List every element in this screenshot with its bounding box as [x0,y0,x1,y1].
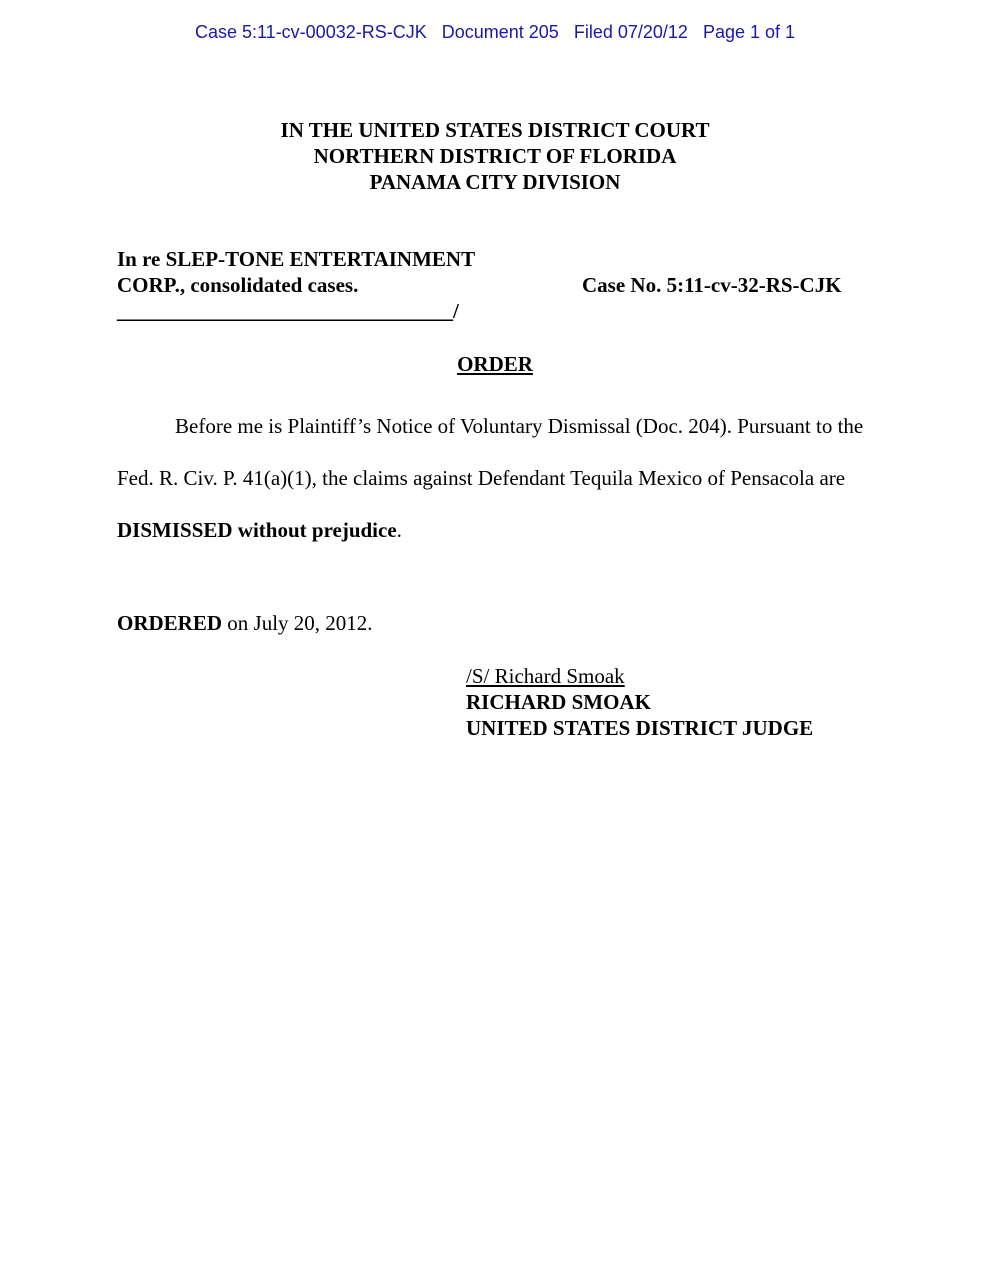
filing-header [0,22,990,43]
electronic-signature: /S/ Richard Smoak [466,664,625,688]
order-title: ORDER [457,352,533,376]
ordered-date: on July 20, 2012. [222,611,373,635]
ordered-date-line [117,610,373,636]
signature-block [466,663,813,741]
parties-line-2: CORP., consolidated cases. [117,273,359,297]
filing-case-number: Case 5:11-cv-00032-RS-CJK [194,22,427,42]
judge-name: RICHARD SMOAK [466,690,651,714]
court-district: NORTHERN DISTRICT OF FLORIDA [313,144,677,168]
parties-line-1: In re SLEP-TONE ENTERTAINMENT [117,247,476,271]
filing-date: Filed 07/20/12 [573,22,688,42]
order-body-end: . [396,518,402,542]
order-disposition: DISMISSED without prejudice [117,518,397,542]
order-body [117,400,877,556]
caption-separator: ________________________________/ [117,299,459,323]
case-number: Case No. 5:11-cv-32-RS-CJK [582,273,842,297]
court-caption [0,117,990,195]
court-name: IN THE UNITED STATES DISTRICT COURT [280,118,710,142]
court-division: PANAMA CITY DIVISION [369,170,621,194]
case-parties [117,246,475,324]
ordered-label: ORDERED [117,611,223,635]
filing-page-number: Page 1 of 1 [702,22,796,42]
filing-document-number: Document 205 [441,22,559,42]
order-body-text: Before me is Plaintiff’s Notice of Voluntary Dismissal (Doc. 204). Pursuant to the Fed. R. Civ. P. 41(a)(1), the claims against Defendant Tequila Mexico of Pensacola are [117,414,864,490]
judge-title: UNITED STATES DISTRICT JUDGE [466,716,814,740]
